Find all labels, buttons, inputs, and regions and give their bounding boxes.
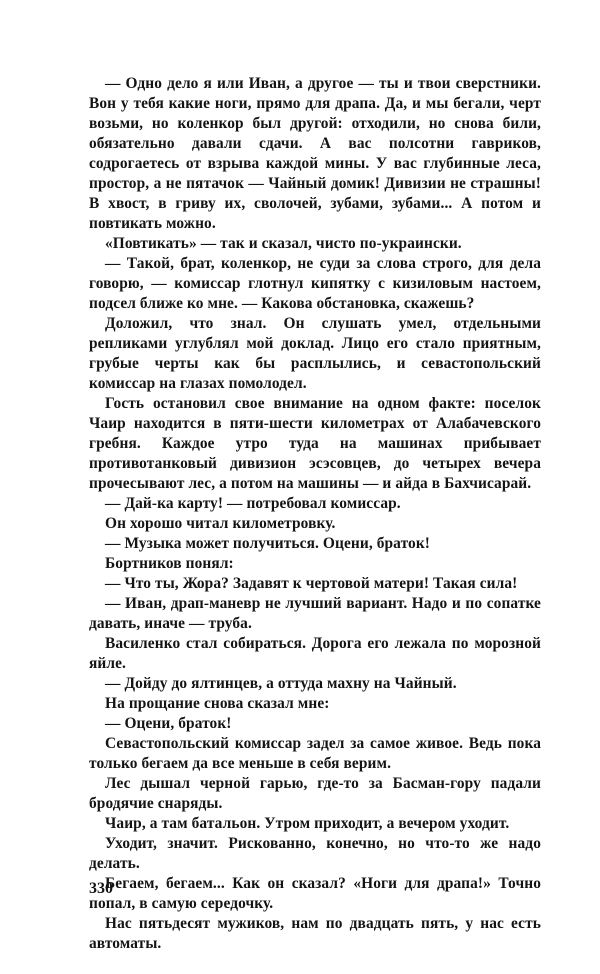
paragraph: Чаир, а там батальон. Утром приходит, а вечером уходит. <box>105 815 510 832</box>
paragraph: Доложил, что знал. Он слушать умел, отдельными репликами углублял мой доклад. Лицо его стало приятным, грубые черты как бы расплылись, и севастопольский комиссар на глазах помолодел. <box>89 315 541 392</box>
paragraph: Василенко стал собираться. Дорога его лежала по морозной яйле. <box>89 635 541 672</box>
paragraph: Бегаем, бегаем... Как он сказал? «Ноги для драпа!» Точно попал, в самую середочку. <box>89 875 541 912</box>
paragraph: — Дай-ка карту! — потребовал комиссар. <box>105 495 401 512</box>
paragraph: — Иван, драп-маневр не лучший вариант. Надо и по сопатке давать, иначе — труба. <box>89 595 541 632</box>
paragraph: — Музыка может получиться. Оцени, браток! <box>105 535 431 552</box>
paragraph: Он хорошо читал километровку. <box>105 515 336 532</box>
paragraph: — Одно дело я или Иван, а другое — ты и твои сверстники. Вон у тебя какие ноги, прямо для драпа. Да, и мы бегали, черт возьми, но коленкор был другой: отходили, но снова били, обязательно давали сдачи. А вас полсотни гавриков, содрогаетесь от взрыва каждой мины. У вас глубинные леса, простор, а не пятачок — Чайный домик! Дивизии не страшны! В хвост, в гриву их, сволочей, зубами, зубами... А потом и повтикать можно. <box>89 75 541 232</box>
paragraph: — Что ты, Жора? Задавят к чертовой матери! Такая сила! <box>105 575 518 592</box>
paragraph: Бортников понял: <box>105 555 234 572</box>
page-body <box>89 74 541 954</box>
paragraph: «Повтикать» — так и сказал, чисто по-украински. <box>105 235 462 252</box>
paragraph: Гость остановил свое внимание на одном факте: поселок Чаир находится в пяти-шести километрах от Алабачевского гребня. Каждое утро туда на машинах прибывает противотанковый дивизион эсэсовцев, до четырех вечера прочесывают лес, а потом на машины — и айда в Бахчисарай. <box>89 395 541 492</box>
paragraph: — Дойду до ялтинцев, а оттуда махну на Чайный. <box>105 675 457 692</box>
paragraph: Уходит, значит. Рискованно, конечно, но что-то же надо делать. <box>89 835 541 872</box>
paragraph: Нас пятьдесят мужиков, нам по двадцать пять, у нас есть автоматы. <box>89 915 541 952</box>
paragraph: На прощание снова сказал мне: <box>105 695 330 712</box>
paragraph: — Оцени, браток! <box>105 715 232 732</box>
paragraph: Лес дышал черной гарью, где-то за Басман-гору падали бродячие снаряды. <box>89 775 541 812</box>
paragraph: Севастопольский комиссар задел за самое живое. Ведь пока только бегаем да все меньше в себя верим. <box>89 735 541 772</box>
page-number: 330 <box>89 880 113 897</box>
paragraph: — Такой, брат, коленкор, не суди за слова строго, для дела говорю, — комиссар глотнул кипятку с кизиловым настоем, подсел ближе ко мне. — Какова обстановка, скажешь? <box>89 255 541 312</box>
